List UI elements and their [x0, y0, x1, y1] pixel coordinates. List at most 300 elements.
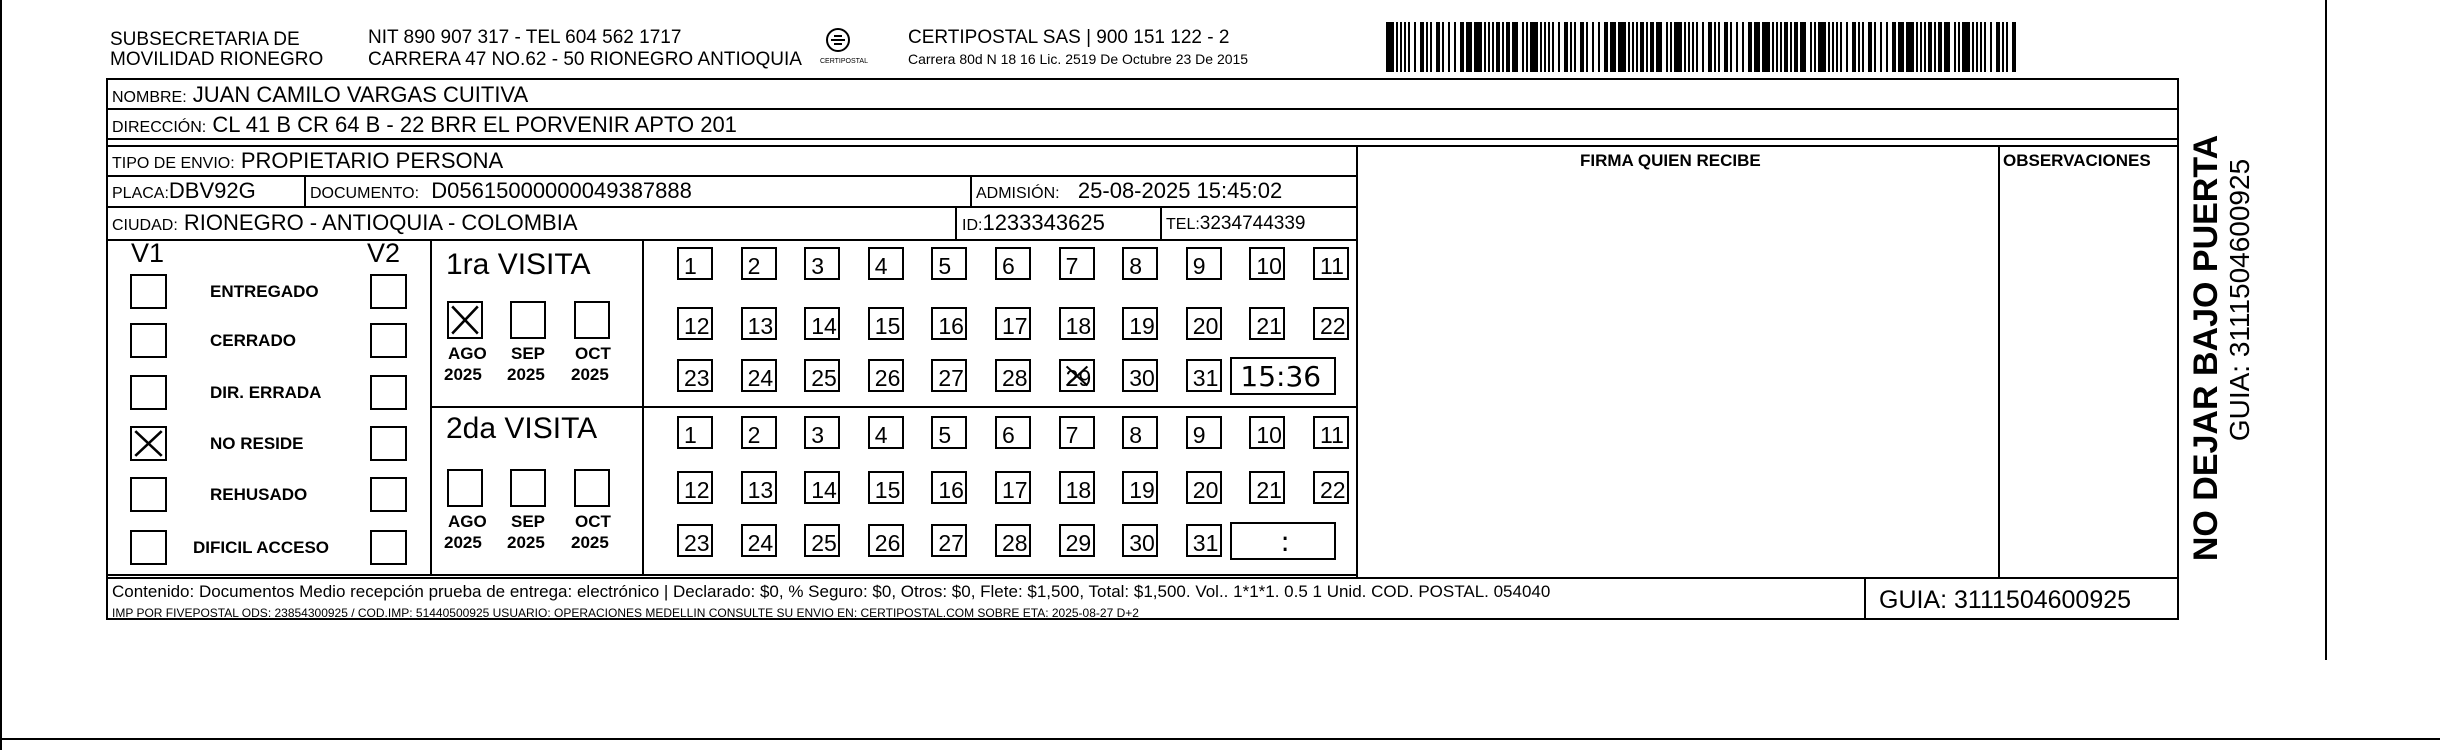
month-checkbox[interactable] — [574, 469, 610, 507]
barcode-bar — [1586, 22, 1588, 72]
month-year: 2025 — [571, 365, 609, 384]
barcode-bar — [1666, 22, 1668, 72]
month-year: 2025 — [444, 365, 482, 384]
v2-checkbox[interactable] — [370, 274, 407, 309]
barcode-bar — [1454, 22, 1456, 72]
barcode-bar — [1564, 22, 1568, 72]
day-number: 1 — [684, 253, 697, 279]
day-number: 29 — [1065, 365, 1092, 391]
v2-checkbox[interactable] — [370, 323, 407, 358]
barcode-bar — [1436, 22, 1440, 72]
day-number: 12 — [684, 313, 710, 339]
footer-guia-divider — [1864, 577, 1866, 620]
barcode — [1386, 22, 2018, 72]
tel-field — [1166, 214, 1305, 233]
day-checkbox[interactable] — [1186, 471, 1222, 504]
day-number: 28 — [1002, 365, 1028, 391]
barcode-bar — [1692, 22, 1694, 72]
barcode-bar — [1484, 22, 1486, 72]
day-checkbox[interactable] — [931, 307, 967, 340]
barcode-bar — [1906, 22, 1914, 72]
barcode-bar — [1636, 22, 1638, 72]
barcode-bar — [1846, 22, 1848, 72]
day-checkbox[interactable] — [1122, 471, 1158, 504]
company-license: Carrera 80d N 18 16 Lic. 2519 De Octubre 23 De 2015 — [908, 51, 1249, 67]
barcode-bar — [1892, 22, 1896, 72]
day-number: 11 — [1320, 253, 1344, 279]
day-number: 23 — [684, 530, 710, 556]
barcode-bar — [1920, 22, 1922, 72]
v2-checkbox[interactable] — [370, 530, 407, 565]
day-checkbox[interactable] — [995, 247, 1031, 280]
day-checkbox[interactable] — [995, 524, 1031, 557]
certipostal-logo — [820, 26, 876, 70]
day-number: 29 — [1065, 530, 1092, 556]
barcode-bar — [1972, 22, 1974, 72]
status-divider — [430, 239, 432, 574]
month-year: 2025 — [444, 533, 482, 552]
barcode-bar — [1880, 22, 1882, 72]
barcode-bar — [1650, 22, 1654, 72]
row-line — [106, 574, 1356, 576]
day-number: 12 — [684, 477, 710, 503]
barcode-bar — [1404, 22, 1406, 72]
id-value: 1233343625 — [982, 210, 1105, 235]
ciudad-label: CIUDAD: — [112, 217, 178, 234]
day-number: 25 — [811, 365, 837, 391]
day-checkbox[interactable] — [804, 471, 840, 504]
day-number: 22 — [1320, 313, 1346, 339]
id-label: ID: — [962, 217, 983, 234]
day-checkbox[interactable] — [1059, 524, 1095, 557]
day-checkbox[interactable] — [931, 524, 967, 557]
barcode-bar — [1852, 22, 1856, 72]
day-checkbox[interactable] — [995, 307, 1031, 340]
day-number: 16 — [938, 477, 964, 503]
day-number: 22 — [1320, 477, 1346, 503]
barcode-bar — [1396, 22, 1398, 72]
day-checkbox[interactable] — [677, 416, 713, 449]
day-number: 7 — [1065, 422, 1079, 448]
barcode-bar — [2002, 22, 2004, 72]
barcode-bar — [1980, 22, 1982, 72]
barcode-bar — [1526, 22, 1528, 72]
day-number: 30 — [1129, 365, 1155, 391]
day-checkbox[interactable] — [677, 524, 713, 557]
day-checkbox[interactable] — [1186, 247, 1222, 280]
day-number: 16 — [938, 313, 964, 339]
day-checkbox[interactable] — [1122, 416, 1158, 449]
v2-checkbox[interactable] — [370, 477, 407, 512]
barcode-bar — [1772, 22, 1774, 72]
v1-checkbox[interactable] — [130, 426, 167, 461]
visit-time-box[interactable] — [1230, 522, 1336, 560]
day-number: 15 — [874, 477, 901, 503]
day-checkbox[interactable] — [868, 307, 904, 340]
day-number: 3 — [811, 422, 824, 448]
visit-divider — [430, 406, 1356, 408]
v2-checkbox[interactable] — [370, 426, 407, 461]
barcode-bar — [2006, 22, 2008, 72]
barcode-bar — [2012, 22, 2016, 72]
barcode-bar — [1674, 22, 1682, 72]
day-checkbox[interactable] — [1059, 247, 1095, 280]
day-checkbox[interactable] — [741, 307, 777, 340]
ciudad-value: RIONEGRO - ANTIOQUIA - COLOMBIA — [183, 210, 578, 235]
day-checkbox[interactable] — [741, 524, 777, 557]
admision-value: 25-08-2025 15:45:02 — [1077, 178, 1283, 203]
footer-guia: GUIA: 3111504600925 — [1879, 586, 2132, 614]
day-checkbox[interactable] — [1186, 307, 1222, 340]
barcode-bar — [1414, 22, 1416, 72]
day-checkbox[interactable] — [1059, 471, 1095, 504]
barcode-bar — [1544, 22, 1546, 72]
day-number: 19 — [1129, 313, 1155, 339]
v2-checkbox[interactable] — [370, 375, 407, 410]
barcode-bar — [1976, 22, 1978, 72]
month-label: OCT — [575, 344, 611, 363]
day-checkbox[interactable] — [868, 471, 904, 504]
documento-field — [310, 180, 692, 202]
admision-divider — [970, 175, 972, 206]
barcode-bar — [1944, 22, 1950, 72]
barcode-bar — [1522, 22, 1524, 72]
barcode-bar — [1762, 22, 1770, 72]
day-checkbox[interactable] — [1186, 524, 1222, 557]
day-checkbox[interactable] — [995, 359, 1031, 392]
barcode-bar — [1618, 22, 1626, 72]
tel-divider — [1160, 206, 1162, 239]
day-checkbox[interactable] — [741, 359, 777, 392]
day-number: 31 — [1192, 365, 1219, 391]
day-number: 30 — [1129, 530, 1155, 556]
admision-field — [976, 180, 1282, 202]
tel-label: TEL: — [1166, 216, 1200, 233]
day-checkbox[interactable] — [1186, 416, 1222, 449]
month-label: SEP — [511, 344, 546, 363]
day-checkbox[interactable] — [741, 471, 777, 504]
barcode-bar — [1640, 22, 1644, 72]
nit-phone: NIT 890 907 317 - TEL 604 562 1717 — [368, 27, 682, 48]
no-dejar-bajo-puerta: NO DEJAR BAJO PUERTA — [2187, 134, 2225, 562]
day-number: 20 — [1192, 313, 1219, 339]
day-checkbox[interactable] — [931, 471, 967, 504]
day-checkbox[interactable] — [677, 247, 713, 280]
v1-checkbox[interactable] — [130, 375, 167, 410]
v1-checkbox[interactable] — [130, 274, 167, 309]
barcode-bar — [1886, 22, 1888, 72]
day-checkbox[interactable] — [1313, 247, 1349, 280]
month-year: 2025 — [571, 533, 609, 552]
visit-time: 15:36 — [1240, 360, 1322, 393]
barcode-bar — [1836, 22, 1838, 72]
barcode-bar — [1818, 22, 1826, 72]
barcode-bar — [1592, 22, 1594, 72]
barcode-bar — [1426, 22, 1428, 72]
barcode-bar — [1742, 22, 1744, 72]
day-checkbox[interactable] — [1249, 247, 1285, 280]
day-checkbox[interactable] — [741, 416, 777, 449]
ciudad-field — [112, 212, 578, 234]
barcode-bar — [1386, 22, 1394, 72]
barcode-bar — [1954, 22, 1956, 72]
barcode-bar — [1598, 22, 1600, 72]
day-number: 6 — [1002, 422, 1015, 448]
day-checkbox[interactable] — [804, 416, 840, 449]
admision-label: ADMISIÓN: — [976, 185, 1060, 202]
barcode-bar — [1466, 22, 1472, 72]
barcode-bar — [1580, 22, 1584, 72]
barcode-bar — [1790, 22, 1792, 72]
page-right-edge — [2325, 0, 2327, 660]
status-label: DIR. ERRADA — [210, 383, 322, 402]
visit-time-box[interactable] — [1230, 357, 1336, 395]
v1-checkbox[interactable] — [130, 323, 167, 358]
documento-value: D05615000000049387888 — [431, 178, 692, 203]
day-number: 4 — [874, 422, 888, 448]
status-label: DIFICIL ACCESO — [193, 538, 330, 557]
month-year: 2025 — [507, 533, 545, 552]
barcode-bar — [1496, 22, 1500, 72]
day-checkbox[interactable] — [1313, 307, 1349, 340]
page-bottom-edge — [0, 738, 2440, 740]
barcode-bar — [1460, 22, 1464, 72]
day-checkbox[interactable] — [804, 247, 840, 280]
day-number: 20 — [1192, 477, 1219, 503]
month-checkbox[interactable] — [574, 301, 610, 339]
sender-address: CARRERA 47 NO.62 - 50 RIONEGRO ANTIOQUIA — [368, 49, 802, 70]
barcode-bar — [1656, 22, 1662, 72]
barcode-bar — [1420, 22, 1424, 72]
barcode-bar — [1708, 22, 1712, 72]
day-checkbox[interactable] — [677, 359, 713, 392]
day-checkbox[interactable] — [868, 247, 904, 280]
visit1-title: 1ra VISITA — [446, 248, 591, 281]
v1-checkbox[interactable] — [130, 530, 167, 565]
day-checkbox[interactable] — [995, 471, 1031, 504]
day-checkbox[interactable] — [1249, 307, 1285, 340]
day-checkbox[interactable] — [804, 359, 840, 392]
day-number: 11 — [1320, 422, 1344, 448]
day-number: 13 — [747, 477, 774, 503]
v1-checkbox[interactable] — [130, 477, 167, 512]
barcode-bar — [1646, 22, 1648, 72]
status-label: ENTREGADO — [210, 282, 319, 301]
day-checkbox[interactable] — [868, 359, 904, 392]
barcode-bar — [1984, 22, 1986, 72]
v2-label: V2 — [367, 238, 401, 268]
barcode-bar — [1696, 22, 1698, 72]
barcode-bar — [1800, 22, 1806, 72]
logo-caption: CERTIPOSTAL — [820, 58, 868, 65]
month-label: AGO — [448, 344, 487, 363]
barcode-bar — [1442, 22, 1444, 72]
v1-label: V1 — [131, 238, 165, 268]
barcode-bar — [1736, 22, 1738, 72]
barcode-bar — [1898, 22, 1904, 72]
barcode-bar — [1962, 22, 1970, 72]
id-field — [962, 212, 1105, 234]
day-number: 18 — [1065, 477, 1092, 503]
barcode-bar — [1916, 22, 1918, 72]
barcode-bar — [1958, 22, 1960, 72]
day-number: 25 — [811, 530, 837, 556]
barcode-bar — [1512, 22, 1518, 72]
barcode-bar — [1540, 22, 1542, 72]
barcode-bar — [1570, 22, 1572, 72]
barcode-bar — [1862, 22, 1864, 72]
tipo-envio-value: PROPIETARIO PERSONA — [240, 148, 504, 173]
day-number: 19 — [1129, 477, 1155, 503]
barcode-bar — [1938, 22, 1942, 72]
barcode-bar — [1828, 22, 1830, 72]
day-number: 8 — [1129, 422, 1142, 448]
day-number: 6 — [1002, 253, 1015, 279]
barcode-bar — [1502, 22, 1504, 72]
day-number: 26 — [874, 530, 901, 556]
day-checkbox[interactable] — [868, 416, 904, 449]
day-number: 17 — [1002, 477, 1028, 503]
nombre-label: NOMBRE: — [112, 89, 187, 106]
day-checkbox[interactable] — [1059, 307, 1095, 340]
barcode-bar — [1506, 22, 1510, 72]
day-number: 5 — [938, 253, 952, 279]
day-checkbox[interactable] — [1059, 416, 1095, 449]
day-number: 8 — [1129, 253, 1142, 279]
day-checkbox[interactable] — [931, 416, 967, 449]
day-number: 3 — [811, 253, 824, 279]
day-checkbox[interactable] — [1122, 247, 1158, 280]
day-checkbox[interactable] — [804, 307, 840, 340]
status-label: REHUSADO — [210, 485, 308, 504]
day-checkbox[interactable] — [995, 416, 1031, 449]
barcode-bar — [1552, 22, 1554, 72]
month-checkbox[interactable] — [447, 301, 483, 339]
day-number: 2 — [747, 253, 761, 279]
firma-area[interactable] — [1360, 176, 1996, 574]
day-checkbox[interactable] — [1249, 416, 1285, 449]
barcode-bar — [1628, 22, 1630, 72]
imp-text: IMP POR FIVEPOSTAL ODS: 23854300925 / COD.IMP: 51440500925 USUARIO: OPERACIONES MEDELLIN CONSULTE SU ENVIO EN: CERTIPOSTAL.COM SOBRE ETA: 2025-08-27 D+2 — [112, 606, 1139, 620]
row-line — [106, 145, 2179, 147]
day-number: 9 — [1192, 422, 1206, 448]
day-number: 14 — [811, 313, 837, 339]
side-guia: GUIA: 3111504600925 — [2224, 158, 2255, 442]
row-line — [106, 138, 2179, 140]
day-checkbox[interactable] — [1313, 471, 1349, 504]
barcode-bar — [1702, 22, 1704, 72]
day-number: 13 — [747, 313, 774, 339]
entity-name-line1: SUBSECRETARIA DE — [110, 29, 300, 50]
observaciones-divider — [1998, 145, 2000, 577]
tel-value: 3234744339 — [1199, 213, 1306, 234]
day-number: 31 — [1192, 530, 1219, 556]
contenido-text: Contenido: Documentos Medio recepción prueba de entrega: electrónico | Declarado: $0, % Seguro: $0, Otros: $0, Flete: $1,500, Total: $1,500. Vol.. 1*1*1. 0.5 1 Unid. COD. POSTAL. 054040 — [112, 582, 1551, 601]
barcode-bar — [1814, 22, 1816, 72]
day-number: 17 — [1002, 313, 1028, 339]
barcode-bar — [1928, 22, 1932, 72]
month-label: OCT — [575, 512, 611, 531]
barcode-bar — [1408, 22, 1410, 72]
barcode-bar — [1530, 22, 1538, 72]
month-checkbox[interactable] — [510, 301, 546, 339]
day-checkbox[interactable] — [804, 524, 840, 557]
day-checkbox[interactable] — [677, 307, 713, 340]
row-line — [106, 108, 2179, 110]
barcode-bar — [1996, 22, 2000, 72]
day-number: 15 — [874, 313, 901, 339]
direccion-field — [112, 114, 737, 136]
month-label: AGO — [448, 512, 487, 531]
row-line — [106, 577, 2179, 579]
day-checkbox[interactable] — [931, 247, 967, 280]
barcode-bar — [1488, 22, 1490, 72]
day-checkbox[interactable] — [1122, 359, 1158, 392]
day-checkbox[interactable] — [868, 524, 904, 557]
observaciones-area[interactable] — [2002, 176, 2177, 574]
barcode-bar — [1730, 22, 1732, 72]
barcode-bar — [1794, 22, 1798, 72]
day-checkbox[interactable] — [931, 359, 967, 392]
day-checkbox[interactable] — [1313, 416, 1349, 449]
barcode-bar — [1400, 22, 1402, 72]
barcode-bar — [1558, 22, 1560, 72]
day-checkbox[interactable] — [1122, 524, 1158, 557]
status-label: CERRADO — [210, 331, 296, 350]
barcode-bar — [1832, 22, 1834, 72]
day-number: 1 — [684, 422, 697, 448]
barcode-bar — [1724, 22, 1728, 72]
barcode-bar — [1670, 22, 1672, 72]
month-label: SEP — [511, 512, 546, 531]
month-checkbox[interactable] — [510, 469, 546, 507]
day-checkbox[interactable] — [1059, 359, 1095, 392]
direccion-value: CL 41 B CR 64 B - 22 BRR EL PORVENIR APTO 201 — [212, 112, 737, 137]
day-checkbox[interactable] — [1249, 471, 1285, 504]
day-number: 21 — [1256, 313, 1282, 339]
visit-month-divider — [642, 239, 644, 574]
day-checkbox[interactable] — [1122, 307, 1158, 340]
barcode-bar — [1874, 22, 1876, 72]
month-checkbox[interactable] — [447, 469, 483, 507]
placa-label: PLACA: — [112, 185, 169, 202]
day-number: 27 — [938, 530, 964, 556]
day-checkbox[interactable] — [1186, 359, 1222, 392]
barcode-bar — [1858, 22, 1860, 72]
day-check-mark — [1064, 364, 1092, 391]
barcode-bar — [1574, 22, 1576, 72]
barcode-bar — [1430, 22, 1432, 72]
barcode-bar — [1474, 22, 1482, 72]
day-number: 24 — [747, 365, 774, 391]
visit2-title: 2da VISITA — [446, 412, 598, 445]
documento-label: DOCUMENTO: — [310, 185, 420, 202]
barcode-bar — [1810, 22, 1812, 72]
barcode-bar — [1548, 22, 1550, 72]
day-checkbox[interactable] — [741, 247, 777, 280]
signature-divider — [1356, 145, 1358, 577]
barcode-bar — [1492, 22, 1494, 72]
row-line — [106, 206, 1356, 208]
direccion-label: DIRECCIÓN: — [112, 119, 207, 136]
day-checkbox[interactable] — [677, 471, 713, 504]
day-number: 14 — [811, 477, 837, 503]
barcode-bar — [1934, 22, 1936, 72]
placa-value: DBV92G — [168, 178, 256, 203]
barcode-bar — [1754, 22, 1760, 72]
company-name: CERTIPOSTAL SAS | 900 151 122 - 2 — [908, 27, 1230, 48]
placa-field — [112, 180, 256, 202]
